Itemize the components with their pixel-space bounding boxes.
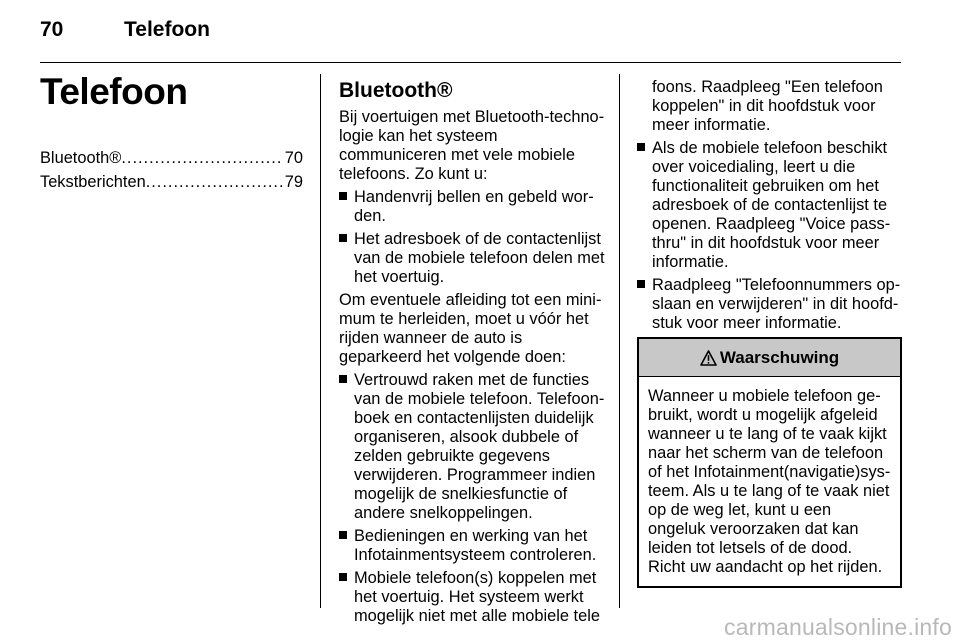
page-number: 70: [40, 18, 64, 41]
list-item: [637, 139, 902, 272]
site-watermark: carmanualsonline.info: [724, 614, 952, 640]
toc-leader-dots: [121, 149, 282, 168]
list-item-text: Raadpleeg "Telefoonnummers opslaan en verwijderen" in dit hoofdstuk voor meer informatie.: [652, 276, 901, 332]
running-title: Telefoon: [124, 18, 210, 41]
toc-leader-dots: [146, 173, 283, 192]
intro-paragraph: Bij voertuigen met Bluetooth-technologie kan het systeem communiceren met vele mobiele telefoons. Zo kunt u:: [339, 108, 605, 183]
list-item: [339, 569, 607, 626]
bullet-square-icon: [339, 234, 347, 242]
list-item: [339, 527, 607, 565]
warning-box: [637, 337, 902, 588]
toc-page: 70: [284, 149, 303, 167]
bullet-square-icon: [339, 375, 347, 383]
toc-page: 79: [284, 173, 303, 191]
list-item-text: Handenvrij bellen en gebeld worden.: [354, 188, 594, 225]
list-item-continuation: [637, 78, 902, 135]
warning-header: [639, 339, 900, 377]
bullet-square-icon: [339, 192, 347, 200]
warning-text: Wanneer u mobiele telefoon gebruikt, wordt u mogelijk afgeleid wanneer u te lang of te vaak kijkt naar het scherm van de telefoon of het Infotainment(navigatie)systeem. Als u te lang of te vaak niet op de weg let, kunt u een ongeluk veroorzaken dat kan leiden tot letsels of de dood. Richt uw aandacht op het rijden.: [648, 387, 891, 576]
list-item-text: Het adresboek of de contactenlijst van de mobiele telefoon delen met het voertuig.: [354, 230, 605, 286]
toc-entry-tekstberichten[interactable]: [40, 173, 303, 192]
bullet-square-icon: [339, 573, 347, 581]
list-item-text: foons. Raadpleeg "Een telefoon koppelen" in dit hoofdstuk voor meer informatie.: [652, 78, 883, 134]
list-item: [339, 371, 607, 523]
toc-label: Bluetooth®: [40, 149, 122, 167]
column-divider-2: [619, 74, 620, 608]
bullet-square-icon: [637, 143, 645, 151]
toc-label: Tekstberichten: [40, 173, 146, 191]
list-item: [637, 276, 902, 333]
list-item: [339, 188, 607, 226]
distraction-paragraph: Om eventuele afleiding tot een minimum te herleiden, moet u vóór het rijden wanneer de auto is geparkeerd het volgende doen:: [339, 291, 602, 366]
list-item: [339, 230, 607, 287]
bullet-square-icon: [637, 280, 645, 288]
content-column-1: [339, 78, 607, 630]
chapter-column: [40, 70, 303, 197]
bullet-square-icon: [339, 531, 347, 539]
list-item-text: Bedieningen en werking van het Infotainmentsysteem controleren.: [354, 527, 597, 564]
chapter-title: Telefoon: [40, 71, 188, 112]
section-title: Bluetooth®: [339, 79, 453, 102]
column-divider-1: [320, 74, 321, 608]
table-of-contents: [40, 149, 303, 192]
toc-entry-bluetooth[interactable]: [40, 149, 303, 168]
warning-title: Waarschuwing: [719, 348, 840, 367]
warning-triangle-icon: [700, 350, 717, 366]
list-item-text: Als de mobiele telefoon beschikt over voicedialing, leert u die functionaliteit gebruiken om het adresboek of de contactenlijst te openen. Raadpleeg "Voice pass-thru" in dit hoofdstuk voor meer informatie.: [652, 139, 891, 271]
header-rule: [40, 62, 901, 63]
list-item-text: Mobiele telefoon(s) koppelen met het voertuig. Het systeem werkt mogelijk niet met alle mobiele tele: [354, 569, 600, 625]
content-column-2: [637, 78, 902, 588]
list-item-text: Vertrouwd raken met de functies van de mobiele telefoon. Telefoonboek en contactenlijsten duidelijk organiseren, alsook dubbele of zelden gebruikte gegevens verwijderen. Programmeer indien mogelijk de snelkiesfunctie of andere snelkoppelingen.: [354, 371, 605, 522]
